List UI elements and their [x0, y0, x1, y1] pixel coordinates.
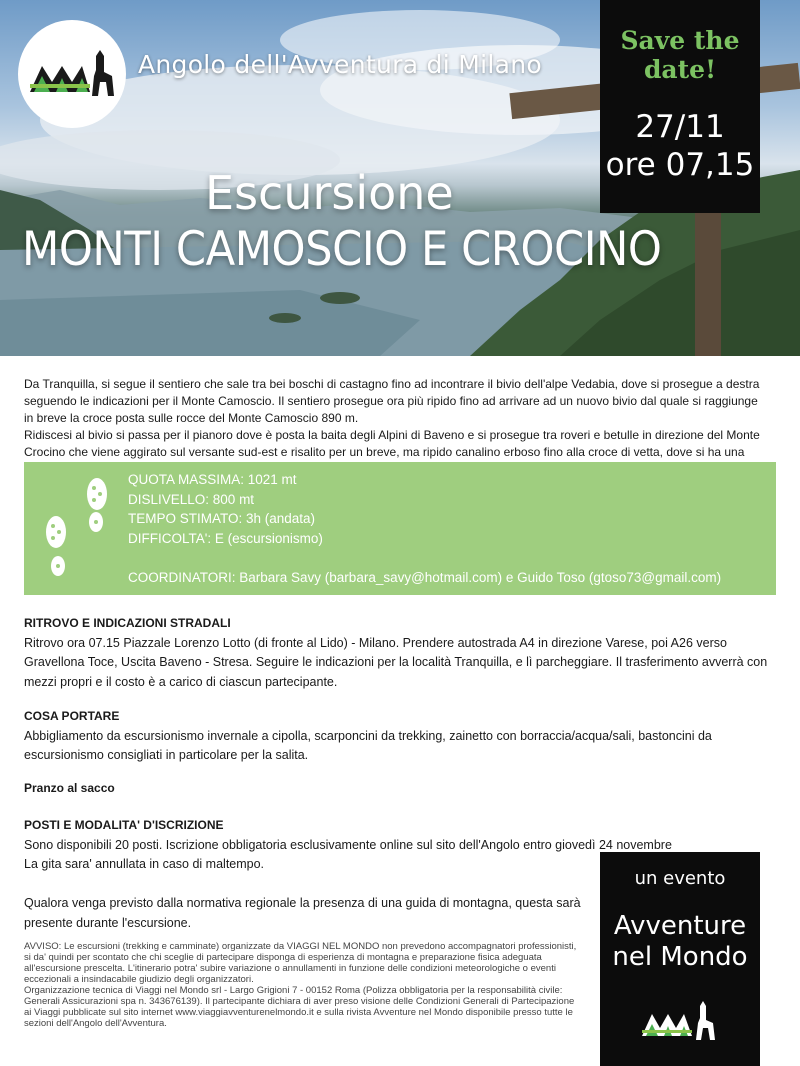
notice-paragraph: AVVISO: Le escursioni (trekking e camminate) organizzate da VIAGGI NEL MONDO non prevedono accompagnatori professionisti, si da' quindi per scontato che chi sceglie di partecipare disponga di esperienza di montagna e preparazione fisica adeguata all'escursione prescelta. L'itinerario potra' subire variazione o annullamenti in funzione delle condizioni meteorologiche o eventi eccezionali a insindacabile giudizio degli organizzatori.: [24, 941, 577, 985]
organizer-box: [600, 852, 760, 1066]
section-text: Ritrovo ora 07.15 Piazzale Lorenzo Lotto (di fronte al Lido) - Milano. Prendere autostrada A4 in direzione Varese, poi A26 verso Gravellona Toce, Uscita Baveno - Stresa. Seguire le indicazioni per la località Tranquilla, e lì parcheggiare. Il trasferimento avverrà con mezzi propri e il costo è a carico di ciascun partecipante.: [24, 635, 768, 689]
legal-notice: [24, 941, 584, 1029]
section-heading: COSA PORTARE: [24, 709, 120, 723]
lunch-note: Pranzo al sacco: [24, 781, 115, 795]
event-subtitle: Escursione: [205, 166, 454, 220]
event-datetime: [600, 108, 760, 184]
estimated-time: TEMPO STIMATO: 3h (andata): [128, 511, 316, 526]
section-heading: RITROVO E INDICAZIONI STRADALI: [24, 616, 231, 630]
meeting-section: [24, 614, 776, 692]
hero-banner: [0, 0, 800, 356]
section-text: Qualora venga previsto dalla normativa regionale la presenza di una guida di montagna, questa sarà presente durante l'escursione.: [24, 896, 581, 930]
avventure-logo-icon: [638, 992, 734, 1052]
section-text: Abbigliamento da escursionismo invernale a cipolla, scarponcini da trekking, zainetto con borraccia/acqua/sali, bastoncini da escursionismo consigliati in particolare per la salita.: [24, 728, 712, 762]
lunch-section: [24, 779, 776, 799]
trip-info-box: [24, 462, 776, 595]
logo: [18, 20, 126, 128]
organizer-name: Avventure nel Mondo: [612, 911, 748, 972]
notice-paragraph: Organizzazione tecnica di Viaggi nel Mondo srl - Largo Grigioni 7 - 00152 Roma (Polizza obbligatoria per la responsabilità civile: Generali Assicurazioni spa n. 343676139). Il partecipante dichiara di aver preso visione delle Condizioni Generali di Partecipazione ai Viaggi pubblicate sul sito internet www.viaggiavventurenelmondo.it e sulla rivista Avventure nel Mondo disponibile presso tutte le sezioni dell'Angolo dell'Avventura.: [24, 985, 575, 1029]
elevation-gain: DISLIVELLO: 800 mt: [128, 491, 255, 507]
route-description-paragraph: Ridiscesi al bivio si passa per il pianoro dove è posta la baita degli Alpini di Baveno e si prosegue tra roveri e betulle in direzione del Monte Crocino che viene aggirato sul versante sud-est e risalito per un breve, ma ripido canalino erboso fino alla croce di vetta, dove si ha una: [24, 428, 760, 459]
avventure-logo-icon: [18, 20, 126, 128]
save-the-date-title: Save the date!: [620, 26, 740, 84]
association-title: Angolo dell'Avventura di Milano: [138, 50, 542, 79]
organizer-label: un evento: [634, 868, 726, 889]
coordinators: COORDINATORI: Barbara Savy (barbara_savy@hotmail.com) e Guido Toso (gtoso73@gmail.com): [128, 569, 722, 585]
event-time: ore 07,15: [605, 147, 755, 183]
difficulty: DIFFICOLTA': E (escursionismo): [128, 530, 323, 546]
max-altitude: QUOTA MASSIMA: 1021 mt: [128, 472, 297, 487]
section-heading: POSTI E MODALITA' D'ISCRIZIONE: [24, 818, 224, 832]
save-the-date-box: [600, 0, 760, 213]
section-text: Sono disponibili 20 posti. Iscrizione obbligatoria esclusivamente online sul sito dell'Angolo entro giovedì 24 novembre: [24, 837, 672, 852]
section-text: La gita sara' annullata in caso di maltempo.: [24, 857, 265, 871]
event-date: 27/11: [635, 109, 725, 145]
event-main-title: MONTI CAMOSCIO E CROCINO: [22, 222, 662, 277]
footprints-icon: [34, 462, 124, 595]
what-to-bring-section: [24, 707, 776, 766]
registration-section: [24, 816, 672, 933]
route-description-paragraph: Da Tranquilla, si segue il sentiero che sale tra bei boschi di castagno fino ad incontrare il bivio dell'alpe Vedabia, dove si prosegue a destra seguendo le indicazioni per il Monte Camoscio. Il sentiero prosegue ora più ripido fino ad arrivare ad un nuovo bivio dal quale si raggiunge in breve la croce posta sulle rocce del Monte Camoscio 890 m.: [24, 377, 760, 425]
